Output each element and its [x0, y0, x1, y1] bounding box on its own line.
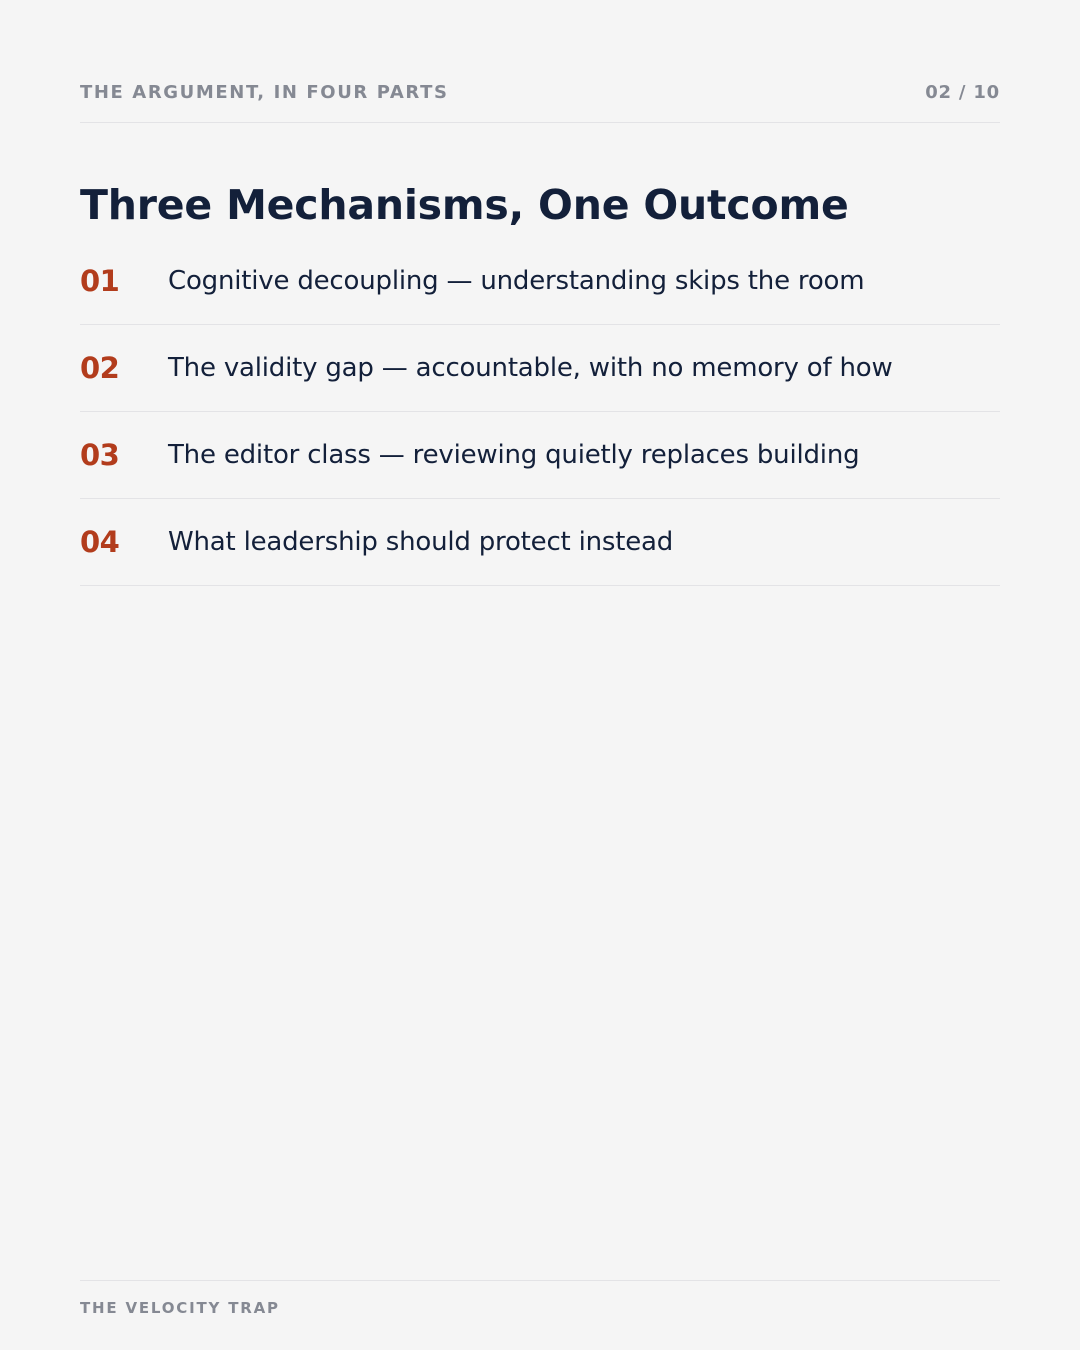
page-indicator: 02 / 10	[925, 82, 1000, 103]
item-number: 02	[80, 351, 120, 385]
item-text: The editor class — reviewing quietly replaces building	[168, 440, 860, 470]
slide-footer	[80, 1280, 1000, 1319]
item-text: Cognitive decoupling — understanding skips the room	[168, 266, 865, 296]
mechanism-list	[80, 238, 1000, 586]
list-item	[80, 238, 1000, 325]
footer-series-label: THE VELOCITY TRAP	[80, 1299, 280, 1317]
list-item	[80, 412, 1000, 499]
item-number: 04	[80, 525, 120, 559]
slide-title: Three Mechanisms, One Outcome	[80, 181, 849, 229]
item-number: 01	[80, 264, 120, 298]
list-item	[80, 499, 1000, 586]
item-text: The validity gap — accountable, with no memory of how	[168, 353, 893, 383]
section-eyebrow: THE ARGUMENT, IN FOUR PARTS	[80, 82, 449, 103]
item-text: What leadership should protect instead	[168, 527, 674, 557]
list-item	[80, 325, 1000, 412]
item-number: 03	[80, 438, 120, 472]
slide-header	[80, 78, 1000, 123]
